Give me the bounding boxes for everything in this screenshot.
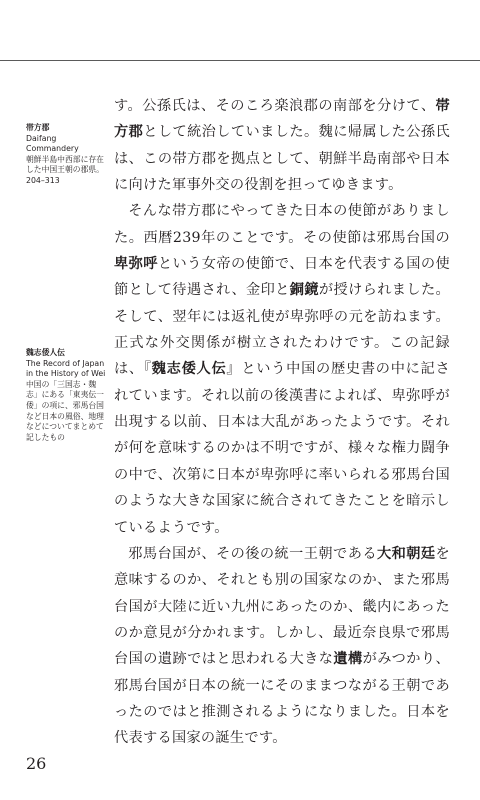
- text-run: そんな帯方郡にやってきた日本の使節がありました。西暦239年のことです。その使節は邪馬台国の: [114, 203, 450, 246]
- sidebar-note-daifang: [26, 123, 106, 187]
- text-run: す。公孫氏は、そのころ楽浪郡の南部を分けて、: [114, 98, 436, 114]
- note-term: 魏志倭人伝: [26, 348, 65, 357]
- text-run: を意味するのか、それとも別の国家なのか、また邪馬台国が大陸に近い九州にあったのか、畿内にあったのか意見が分かれます。しかし、最近奈良県で邪馬台国の遺跡ではと思われる大きな: [114, 545, 451, 668]
- paragraph-3: [114, 541, 450, 752]
- paragraph-1: [114, 93, 450, 198]
- text-run: 』という中国の歴史書の中に記されています。それ以前の後漢書によれば、卑弥呼が出現する以前、日本は大乱があったようです。それが何を意味するのかは不明ですが、様々な権力闘争の中で、次第に日本が卑弥呼に率いられる邪馬台国のような大きな国家に統合されてきたことを暗示しているようです。: [114, 361, 450, 536]
- text-run: がみつかり、邪馬台国が日本の統一にそのままつながる王朝であったのではと推測されるようになりました。日本を代表する国家の誕生です。: [114, 651, 450, 747]
- note-body: 朝鮮半島中西部に存在した中国王朝の郡県。204–313: [26, 154, 104, 185]
- page-number: 26: [26, 754, 47, 773]
- note-english: Daifang Commandery: [26, 133, 79, 154]
- text-run: が授けられました。そして、翌年には返礼使が卑弥呼の元を訪ねます。正式な外交関係が樹立されたわけです。この記録は、『: [114, 282, 451, 378]
- bold-term-yamato: 大和朝廷: [376, 545, 436, 562]
- note-body: 中国の「三国志・魏志」にある「東夷伝一倭」の項に、邪馬台国など日本の風俗、地理などについてまとめて記したもの: [26, 379, 104, 442]
- text-run: として統治していました。魏に帰属した公孫氏は、この帯方郡を拠点として、朝鮮半島南部や日本に向けた軍事外交の役割を担ってゆきます。: [114, 124, 450, 194]
- bold-term-bronze-mirror: 銅鏡: [289, 282, 319, 299]
- paragraph-2: [114, 198, 450, 540]
- sidebar-note-gishiwajinden: [26, 348, 106, 443]
- text-run: 邪馬台国が、その後の統一王朝である: [128, 545, 377, 562]
- note-term: 帯方郡: [26, 123, 50, 132]
- bold-term-daifang: 帯方郡: [114, 98, 450, 141]
- text-run: という女帝の使節で、日本を代表する国の使節として待遇され、金印と: [114, 256, 451, 299]
- header-rule: [0, 60, 480, 61]
- bold-term-gishiwajinden: 魏志倭人伝: [151, 361, 227, 378]
- bold-term-himiko: 卑弥呼: [114, 256, 158, 273]
- note-english: The Record of Japan in the History of Wei: [26, 358, 106, 379]
- bold-term-ruins: 遺構: [333, 651, 363, 668]
- body-text: [114, 93, 450, 752]
